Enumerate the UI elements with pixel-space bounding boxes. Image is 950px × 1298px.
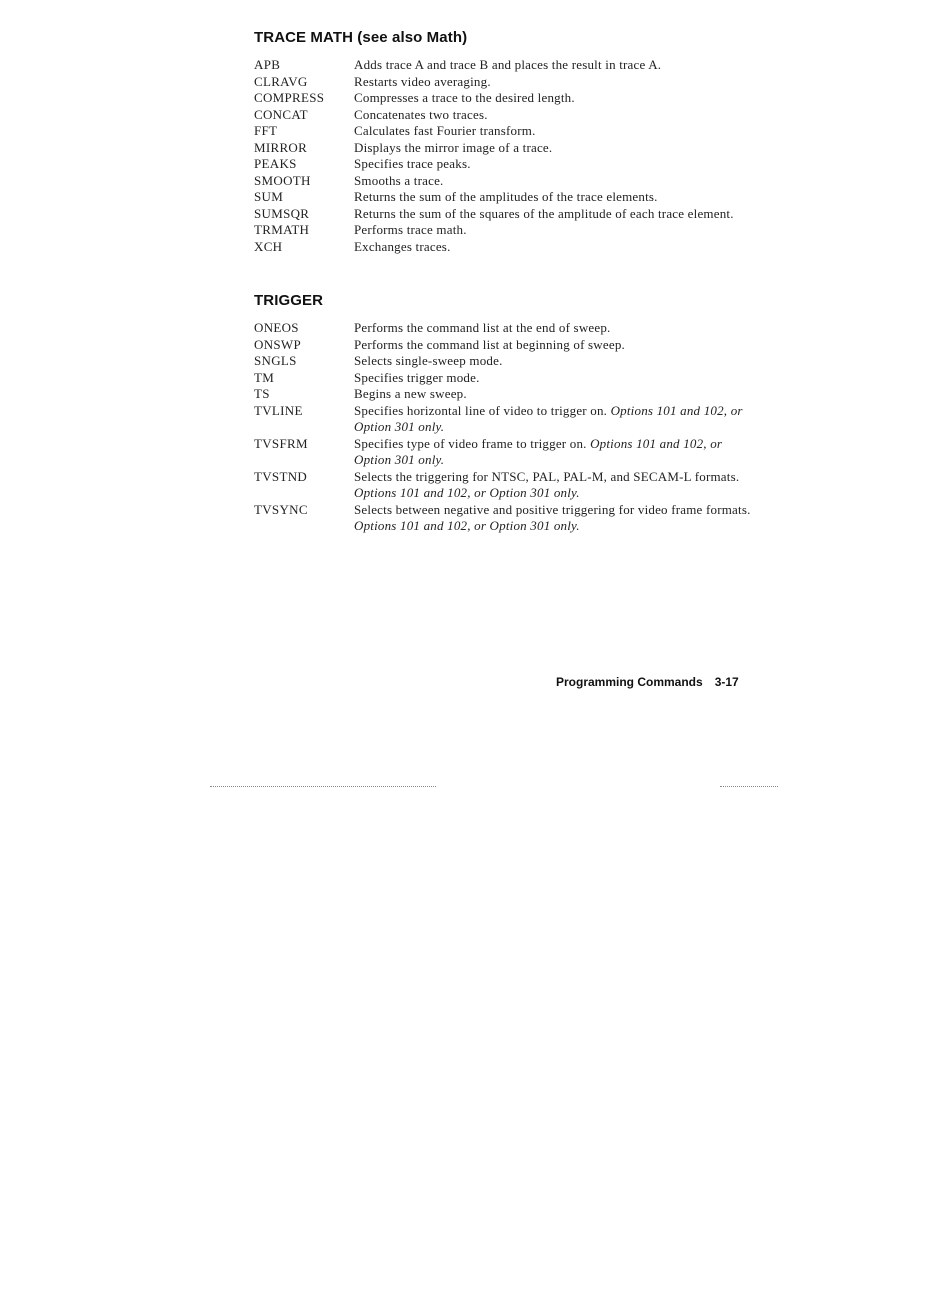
command-description: Smooths a trace.: [354, 172, 444, 188]
command-row-sngls: [254, 353, 754, 370]
command-description: Exchanges traces.: [354, 238, 451, 254]
command-name: TVSTND: [254, 468, 308, 484]
command-description-text: Selects the triggering for NTSC, PAL, PAL-M, and SECAM-L formats.: [354, 468, 740, 484]
command-name: COMPRESS: [254, 90, 325, 105]
command-row-sumsqr: [254, 206, 754, 223]
command-description: [354, 320, 754, 337]
command-name: TM: [254, 369, 275, 385]
command-description: [354, 436, 754, 469]
command-row-peaks: [254, 156, 754, 173]
command-name: TRMATH: [254, 222, 310, 237]
command-row-mirror: [254, 140, 754, 157]
command-name: CONCAT: [254, 106, 308, 122]
command-description: Calculates fast Fourier transform.: [354, 123, 536, 138]
command-row-trmath: [254, 222, 754, 239]
command-name: TVLINE: [254, 402, 303, 418]
command-row-tvsync: [254, 502, 754, 535]
command-description-text: Performs the command list at beginning of sweep.: [354, 336, 625, 352]
command-row-oneos: [254, 320, 754, 337]
page-number: 3-17: [714, 675, 739, 689]
command-row-apb: [254, 57, 754, 74]
scan-artifact-line: [210, 786, 436, 787]
command-description: [354, 353, 754, 370]
command-description: Displays the mirror image of a trace.: [354, 139, 553, 155]
command-description: Concatenates two traces.: [354, 106, 488, 122]
command-name: APB: [254, 57, 281, 72]
command-name: FFT: [254, 123, 278, 138]
command-name: MIRROR: [254, 139, 308, 155]
command-description: [354, 337, 754, 354]
command-row-tvsfrm: [254, 436, 754, 469]
command-description: [354, 386, 754, 403]
section-title-trace-math: TRACE MATH (see also Math): [254, 29, 468, 46]
command-description-text: Specifies horizontal line of video to trigger on.: [354, 402, 608, 418]
option-note: Options 101 and 102, or Option 301 only.: [354, 435, 723, 467]
command-description: Returns the sum of the squares of the amplitude of each trace element.: [354, 205, 734, 221]
command-description: [354, 502, 754, 535]
command-row-ts: [254, 386, 754, 403]
command-description: Specifies trace peaks.: [354, 156, 471, 171]
command-row-tm: [254, 370, 754, 387]
trace-math-command-list: [254, 57, 754, 255]
command-row-compress: [254, 90, 754, 107]
command-name: ONSWP: [254, 336, 302, 352]
command-description: Performs trace math.: [354, 222, 467, 237]
command-row-sum: [254, 189, 754, 206]
command-name: SNGLS: [254, 353, 297, 368]
footer-title: Programming Commands: [556, 675, 703, 689]
command-description-text: Selects single-sweep mode.: [354, 353, 503, 368]
command-description: [354, 469, 754, 502]
command-description-text: Specifies trigger mode.: [354, 369, 480, 385]
command-description: Adds trace A and trace B and places the result in trace A.: [354, 57, 662, 72]
command-name: CLRAVG: [254, 73, 308, 89]
command-name: PEAKS: [254, 156, 297, 171]
command-description: Compresses a trace to the desired length.: [354, 90, 575, 105]
section-title-trigger: TRIGGER: [254, 292, 324, 309]
command-name: TS: [254, 386, 270, 401]
page-footer: [556, 675, 739, 689]
option-note: Options 101 and 102, or Option 301 only.: [354, 485, 580, 500]
command-description: Restarts video averaging.: [354, 73, 491, 89]
command-description: [354, 370, 754, 387]
command-row-tvline: [254, 403, 754, 436]
option-note: Options 101 and 102, or Option 301 only.: [354, 518, 580, 533]
command-description-text: Begins a new sweep.: [354, 386, 467, 401]
command-row-onswp: [254, 337, 754, 354]
command-description-text: Specifies type of video frame to trigger on.: [354, 435, 587, 451]
command-name: TVSFRM: [254, 435, 308, 451]
command-description: [354, 403, 754, 436]
command-name: XCH: [254, 238, 283, 254]
command-row-concat: [254, 107, 754, 124]
option-note: Options 101 and 102, or Option 301 only.: [354, 402, 743, 434]
command-row-smooth: [254, 173, 754, 190]
command-name: ONEOS: [254, 320, 299, 335]
command-description-text: Performs the command list at the end of sweep.: [354, 320, 611, 335]
command-description: Returns the sum of the amplitudes of the trace elements.: [354, 189, 658, 204]
command-description-text: Selects between negative and positive triggering for video frame formats.: [354, 501, 751, 517]
command-name: SUMSQR: [254, 205, 310, 221]
command-row-xch: [254, 239, 754, 256]
command-name: SUM: [254, 189, 284, 204]
command-name: TVSYNC: [254, 501, 308, 517]
command-row-fft: [254, 123, 754, 140]
trigger-command-list: [254, 320, 754, 535]
command-row-tvstnd: [254, 469, 754, 502]
command-row-clravg: [254, 74, 754, 91]
scan-artifact-line: [720, 786, 778, 787]
command-name: SMOOTH: [254, 172, 311, 188]
